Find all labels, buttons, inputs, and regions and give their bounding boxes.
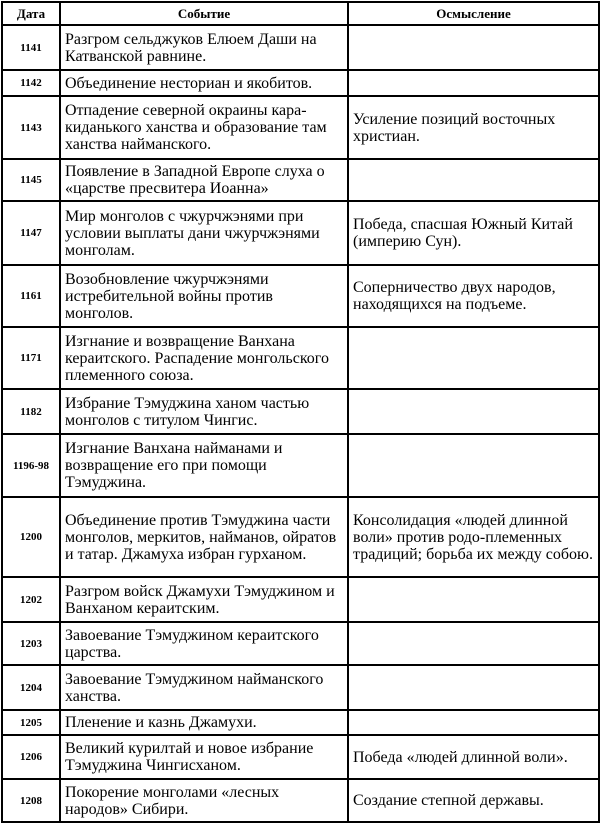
- table-row: [2, 622, 599, 665]
- event-cell: Завоевание Тэмуджином кераитского царства.: [60, 622, 348, 665]
- header-date: Дата: [2, 2, 60, 25]
- header-meaning: Осмысление: [348, 2, 599, 25]
- event-cell: Отпадение северной окраины кара-киданького ханства и образование там ханства найманского.: [60, 96, 348, 159]
- event-cell: Мир монголов с чжурчжэнями при условии выплаты дани чжурчжэнями монголам.: [60, 201, 348, 265]
- date-cell: 1206: [2, 735, 60, 779]
- meaning-cell: Создание степной державы.: [348, 779, 599, 822]
- table-row: [2, 497, 599, 577]
- meaning-cell: [348, 25, 599, 70]
- meaning-cell: Победа «людей длинной воли».: [348, 735, 599, 779]
- date-cell: 1196-98: [2, 434, 60, 497]
- date-cell: 1145: [2, 159, 60, 201]
- event-cell: Разгром войск Джамухи Тэмуджином и Ванханом кераитским.: [60, 577, 348, 622]
- date-cell: 1143: [2, 96, 60, 159]
- event-cell: Изгнание Ванхана найманами и возвращение его при помощи Тэмуджина.: [60, 434, 348, 497]
- event-cell: Пленение и казнь Джамухи.: [60, 710, 348, 735]
- meaning-cell: [348, 577, 599, 622]
- event-cell: Изгнание и возвращение Ванхана кераитского. Распадение монгольского племенного союза.: [60, 327, 348, 389]
- date-cell: 1203: [2, 622, 60, 665]
- date-cell: 1204: [2, 665, 60, 710]
- table-row: [2, 710, 599, 735]
- date-cell: 1200: [2, 497, 60, 577]
- table-row: [2, 96, 599, 159]
- header-row: [2, 2, 599, 25]
- meaning-cell: [348, 710, 599, 735]
- header-event: Событие: [60, 2, 348, 25]
- meaning-cell: [348, 665, 599, 710]
- date-cell: 1208: [2, 779, 60, 822]
- event-cell: Завоевание Тэмуджином найманского ханства.: [60, 665, 348, 710]
- table-row: [2, 70, 599, 96]
- meaning-cell: Консолидация «людей длинной воли» против родо-племенных традиций; борьба их между собою.: [348, 497, 599, 577]
- meaning-cell: [348, 159, 599, 201]
- date-cell: 1171: [2, 327, 60, 389]
- event-cell: Появление в Западной Европе слуха о «царстве пресвитера Иоанна»: [60, 159, 348, 201]
- meaning-cell: [348, 327, 599, 389]
- table-row: [2, 265, 599, 327]
- table-row: [2, 389, 599, 434]
- date-cell: 1205: [2, 710, 60, 735]
- meaning-cell: [348, 434, 599, 497]
- event-cell: Объединение несториан и якобитов.: [60, 70, 348, 96]
- date-cell: 1202: [2, 577, 60, 622]
- table-row: [2, 577, 599, 622]
- date-cell: 1147: [2, 201, 60, 265]
- event-cell: Объединение против Тэмуджина части монголов, меркитов, найманов, ойратов и татар. Джамуха избран гурханом.: [60, 497, 348, 577]
- date-cell: 1182: [2, 389, 60, 434]
- event-cell: Великий курилтай и новое избрание Тэмуджина Чингисханом.: [60, 735, 348, 779]
- date-cell: 1161: [2, 265, 60, 327]
- date-cell: 1141: [2, 25, 60, 70]
- table-row: [2, 434, 599, 497]
- event-cell: Разгром сельджуков Елюем Даши на Катванской равнине.: [60, 25, 348, 70]
- table-row: [2, 327, 599, 389]
- meaning-cell: [348, 70, 599, 96]
- event-cell: Возобновление чжурчжэнями истребительной войны против монголов.: [60, 265, 348, 327]
- meaning-cell: Усиление позиций восточных христиан.: [348, 96, 599, 159]
- table-row: [2, 201, 599, 265]
- table-row: [2, 665, 599, 710]
- date-cell: 1142: [2, 70, 60, 96]
- meaning-cell: [348, 389, 599, 434]
- chronology-table: [1, 1, 600, 823]
- table-row: [2, 735, 599, 779]
- event-cell: Покорение монголами «лесных народов» Сибири.: [60, 779, 348, 822]
- event-cell: Избрание Тэмуджина ханом частью монголов с титулом Чингис.: [60, 389, 348, 434]
- meaning-cell: Победа, спасшая Южный Китай (империю Сун).: [348, 201, 599, 265]
- meaning-cell: [348, 622, 599, 665]
- table-row: [2, 159, 599, 201]
- table-row: [2, 779, 599, 822]
- meaning-cell: Соперничество двух народов, находящихся на подъеме.: [348, 265, 599, 327]
- table-row: [2, 25, 599, 70]
